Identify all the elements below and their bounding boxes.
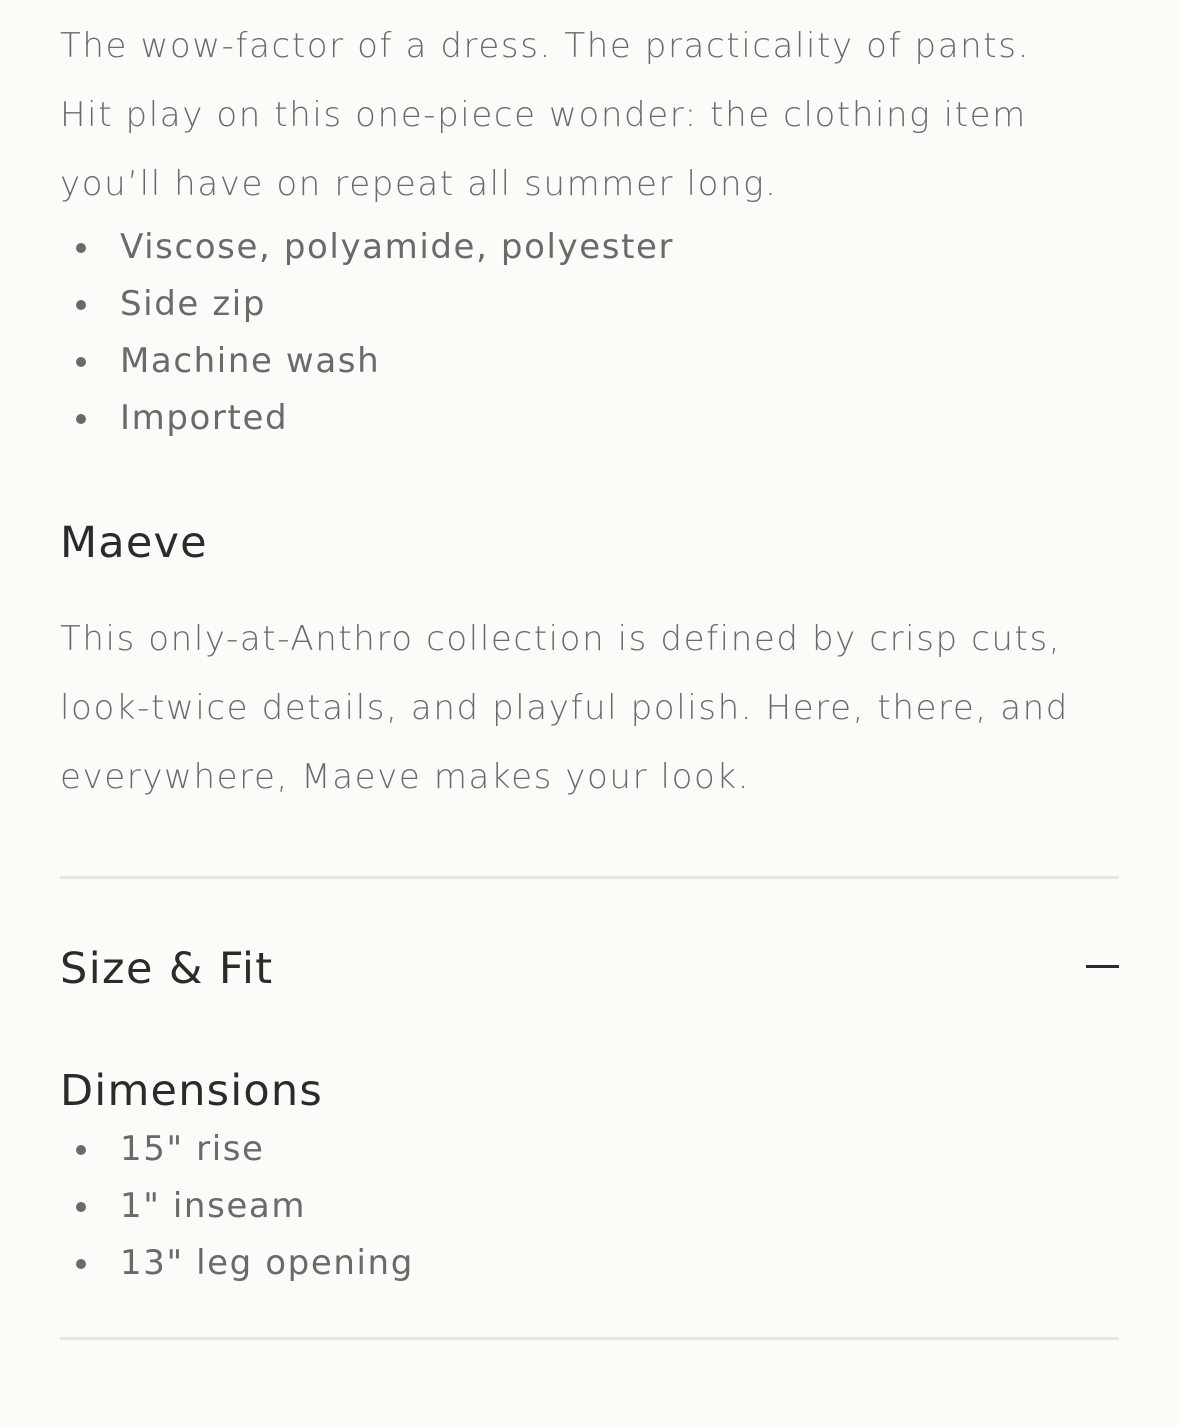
- size-fit-accordion-header[interactable]: [60, 879, 1119, 1061]
- section-divider: [60, 1337, 1119, 1340]
- dimensions-list: [60, 1121, 1119, 1292]
- minus-icon[interactable]: [1086, 965, 1119, 968]
- feature-text: Machine wash: [120, 341, 381, 381]
- dimension-text: 1" inseam: [120, 1186, 307, 1226]
- bullet-icon: [76, 414, 86, 424]
- dimensions-heading: Dimensions: [60, 1066, 323, 1116]
- feature-text: Viscose, polyamide, polyester: [120, 227, 675, 267]
- description-line: The wow-factor of a dress. The practicality of pants.: [60, 26, 1030, 66]
- feature-list: [60, 219, 1119, 447]
- brand-description: [60, 605, 1119, 812]
- feature-text: Imported: [120, 398, 289, 438]
- bullet-icon: [76, 1259, 86, 1269]
- brand-line: This only-at-Anthro collection is defined by crisp cuts,: [60, 619, 1062, 659]
- brand-line: look-twice details, and playful polish. Here, there, and: [60, 688, 1069, 728]
- bullet-icon: [76, 243, 86, 253]
- list-item: [60, 1235, 1119, 1292]
- description-line: you’ll have on repeat all summer long.: [60, 164, 778, 204]
- bullet-icon: [76, 1202, 86, 1212]
- list-item: [60, 219, 1119, 276]
- dimension-text: 15" rise: [120, 1129, 265, 1169]
- brand-line: everywhere, Maeve makes your look.: [60, 757, 751, 797]
- brand-heading: Maeve: [60, 518, 208, 568]
- list-item: [60, 390, 1119, 447]
- bullet-icon: [76, 357, 86, 367]
- dimension-text: 13" leg opening: [120, 1243, 414, 1283]
- description-line: Hit play on this one-piece wonder: the clothing item: [60, 95, 1027, 135]
- bullet-icon: [76, 1145, 86, 1155]
- product-details: [60, 0, 1119, 1340]
- bullet-icon: [76, 300, 86, 310]
- feature-text: Side zip: [120, 284, 267, 324]
- list-item: [60, 1178, 1119, 1235]
- list-item: [60, 333, 1119, 390]
- product-description: [60, 12, 1119, 219]
- size-fit-title: Size & Fit: [60, 944, 274, 994]
- list-item: [60, 276, 1119, 333]
- list-item: [60, 1121, 1119, 1178]
